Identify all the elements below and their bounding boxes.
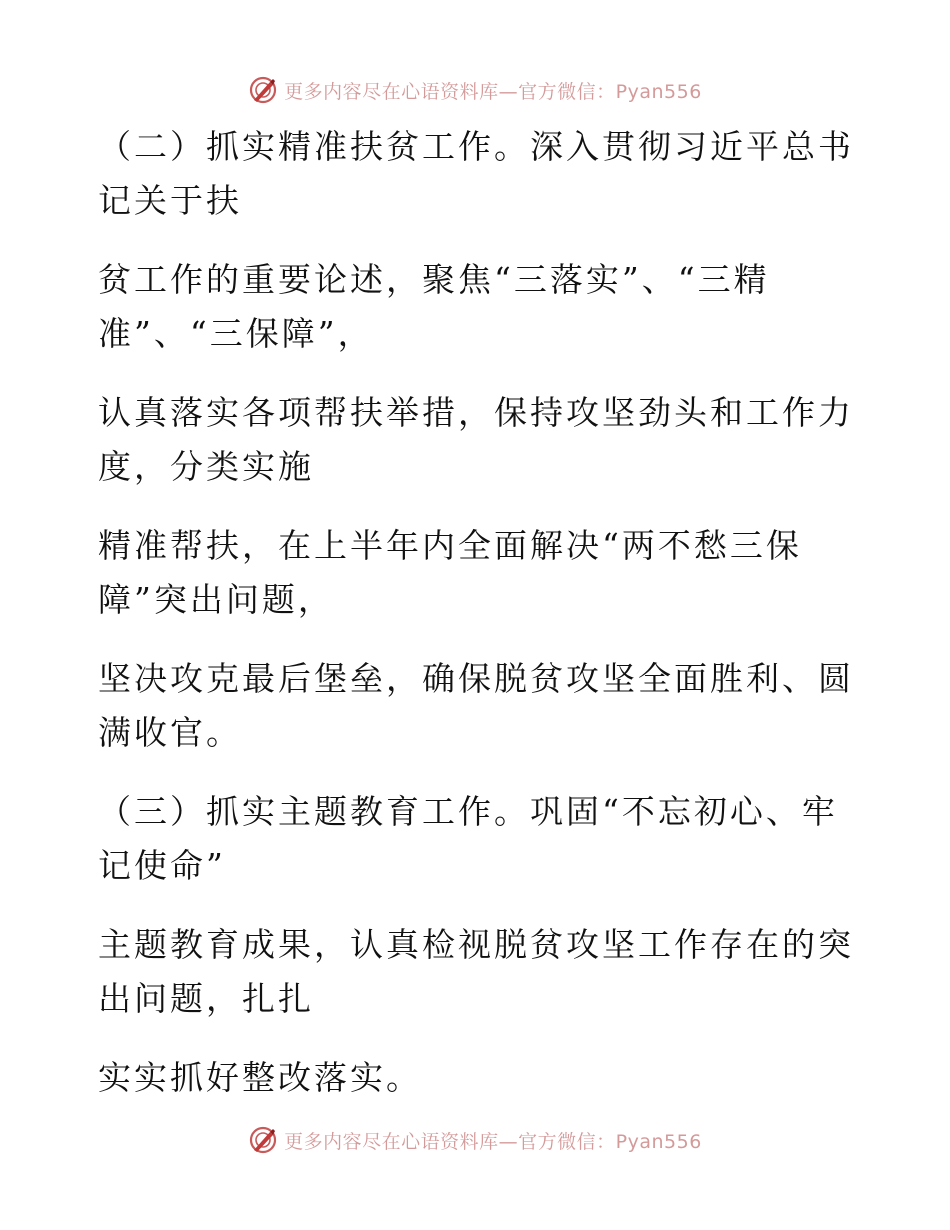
text-line: （二）抓实精准扶贫工作。深入贯彻习近平总书 — [98, 127, 854, 166]
text-line: 坚决攻克最后堡垒，确保脱贫攻坚全面胜利、圆 — [98, 659, 854, 698]
watermark-text: 更多内容尽在心语资料库—官方微信：Pyan556 — [284, 1130, 702, 1153]
paragraph — [98, 120, 858, 228]
text-line: 障”突出问题， — [98, 580, 334, 619]
paragraph — [98, 1051, 858, 1105]
text-line: 记使命” — [98, 846, 226, 885]
text-line: （三）抓实主题教育工作。巩固“不忘初心、牢 — [98, 792, 838, 831]
header-watermark — [0, 70, 950, 110]
document-body — [98, 120, 858, 1130]
watermark-text: 更多内容尽在心语资料库—官方微信：Pyan556 — [284, 80, 702, 103]
paragraph — [98, 652, 858, 760]
text-line: 贫工作的重要论述，聚焦“三落实”、“三精 — [98, 260, 770, 299]
pen-logo-icon — [248, 75, 278, 105]
text-line: 认真落实各项帮扶举措，保持攻坚劲头和工作力 — [98, 393, 854, 432]
text-line: 出问题，扎扎 — [98, 979, 314, 1018]
text-line: 精准帮扶，在上半年内全面解决“两不愁三保 — [98, 526, 802, 565]
footer-watermark — [0, 1120, 950, 1160]
text-line: 度，分类实施 — [98, 447, 314, 486]
paragraph — [98, 785, 858, 893]
text-line: 实实抓好整改落实。 — [98, 1058, 422, 1097]
paragraph — [98, 253, 858, 361]
text-line: 主题教育成果，认真检视脱贫攻坚工作存在的突 — [98, 925, 854, 964]
paragraph — [98, 386, 858, 494]
text-line: 准”、“三保障”， — [98, 314, 374, 353]
paragraph — [98, 519, 858, 627]
paragraph — [98, 918, 858, 1026]
pen-logo-icon — [248, 1125, 278, 1155]
text-line: 记关于扶 — [98, 181, 242, 220]
text-line: 满收官。 — [98, 713, 242, 752]
